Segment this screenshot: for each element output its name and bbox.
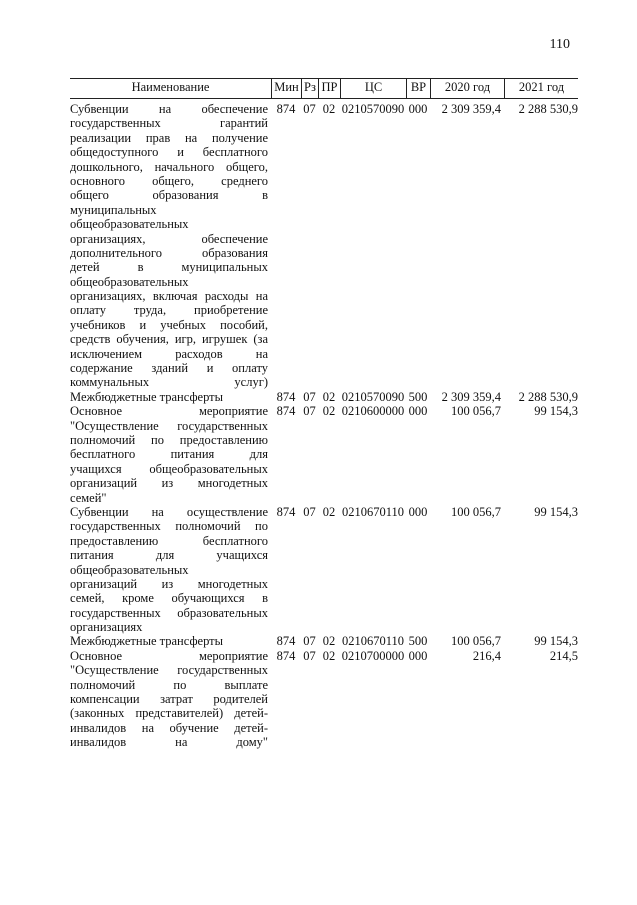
row-name-line: исключением расходов на [70, 346, 268, 361]
row-rz: 07 [303, 389, 316, 404]
row-name-line: полномочий по выплате [70, 677, 268, 692]
row-name-line: "Осуществление государственных [70, 418, 268, 433]
row-vr: 500 [408, 389, 428, 404]
row-name-line: Основное мероприятие [70, 648, 268, 663]
row-name-line: компенсации затрат родителей [70, 692, 268, 707]
table-row [70, 634, 578, 648]
row-year-2021: 214,5 [549, 648, 578, 663]
row-name-line: (законных представителей) детей- [70, 706, 268, 721]
row-name-line: бесплатного питания для [70, 447, 268, 462]
row-min: 874 [276, 102, 296, 116]
row-name-line: государственных гарантий [70, 116, 268, 131]
header-pr: ПР [318, 79, 340, 98]
row-rz: 07 [303, 404, 316, 419]
row-name [70, 649, 268, 750]
row-name-line: средств обучения, игр, игрушек (за [70, 332, 268, 347]
row-name-line: дополнительного образования [70, 245, 268, 260]
table-row [70, 404, 578, 505]
row-name-line: Субвенции на осуществление [70, 504, 268, 519]
row-name-line: инвалидов на дому" [70, 735, 268, 750]
row-rz: 07 [303, 504, 316, 519]
row-name [70, 634, 268, 648]
row-cs: 0210700000 [341, 648, 405, 663]
row-year-2020: 100 056,7 [451, 504, 501, 519]
row-name-line: "Осуществление государственных [70, 663, 268, 678]
row-year-2021: 99 154,3 [534, 504, 578, 519]
row-name-line: реализации прав на получение [70, 130, 268, 145]
row-year-2020: 100 056,7 [451, 634, 501, 649]
row-year-2020: 2 309 359,4 [441, 389, 501, 404]
row-name-line: семей" [70, 490, 107, 505]
header-vr: ВР [406, 79, 430, 98]
row-name [70, 404, 268, 505]
row-name-line: питания для учащихся [70, 548, 268, 563]
row-name-line: предоставлению бесплатного [70, 533, 268, 548]
header-name: Наименование [131, 80, 210, 94]
row-vr: 500 [408, 634, 428, 649]
row-name-line: муниципальных [70, 202, 157, 217]
row-name-line: Межбюджетные трансферты [70, 389, 224, 404]
row-year-2020: 216,4 [472, 648, 501, 663]
row-name-line: дошкольного, начального общего, [70, 159, 268, 174]
row-vr: 000 [408, 648, 428, 663]
row-name-line: государственных полномочий по [70, 519, 268, 534]
row-pr: 02 [322, 504, 336, 519]
row-pr: 02 [322, 404, 336, 419]
header-min: Мин [271, 79, 301, 98]
row-name-line: коммунальных услуг) [70, 375, 268, 390]
table-row [70, 390, 578, 404]
row-name-line: организаций из многодетных [70, 476, 268, 491]
row-pr: 02 [322, 648, 336, 663]
row-cs: 0210570090 [341, 389, 405, 404]
row-cs: 0210670110 [341, 504, 405, 519]
row-name-line: организациях, включая расходы на [70, 289, 268, 304]
row-name-line: организациях, обеспечение [70, 231, 268, 246]
row-pr: 02 [322, 634, 336, 649]
row-name-line: Основное мероприятие [70, 404, 268, 419]
row-name-line: содержание зданий и оплату [70, 361, 268, 376]
row-cs: 0210670110 [341, 634, 405, 649]
row-cs: 0210600000 [341, 404, 405, 419]
row-year-2021: 2 288 530,9 [518, 389, 578, 404]
row-name-line: детей в муниципальных [70, 260, 268, 275]
row-rz: 07 [303, 102, 316, 116]
row-name-line: оплату труда, приобретение [70, 303, 268, 318]
row-name-line: общедоступного и бесплатного [70, 145, 268, 160]
row-year-2020: 100 056,7 [451, 404, 501, 419]
row-name-line: полномочий по предоставлению [70, 433, 268, 447]
row-name-line: основного общего, среднего [70, 173, 268, 188]
row-year-2021: 99 154,3 [534, 634, 578, 649]
row-min: 874 [276, 634, 296, 649]
row-cs: 0210570090 [341, 102, 405, 116]
row-name-line: общего образования в [70, 188, 268, 203]
table-row [70, 505, 578, 635]
row-name [70, 102, 268, 390]
row-name-line: Субвенции на обеспечение [70, 102, 268, 116]
table-header [70, 78, 578, 99]
row-name-line: учебников и учебных пособий, [70, 317, 268, 332]
row-name-line: семей, кроме обучающихся в [70, 591, 268, 606]
header-year-2021: 2021 год [504, 79, 578, 98]
table-body [70, 102, 578, 750]
row-pr: 02 [322, 102, 336, 116]
row-vr: 000 [408, 102, 428, 116]
row-vr: 000 [408, 404, 428, 419]
row-name [70, 390, 268, 404]
row-name-line: организациях [70, 620, 143, 635]
header-year-2020: 2020 год [430, 79, 504, 98]
row-vr: 000 [408, 504, 428, 519]
row-pr: 02 [322, 389, 336, 404]
row-year-2020: 2 309 359,4 [441, 102, 501, 116]
row-rz: 07 [303, 648, 316, 663]
row-year-2021: 99 154,3 [534, 404, 578, 419]
header-rz: Рз [301, 79, 318, 98]
table-row [70, 649, 578, 750]
row-name-line: общеобразовательных [70, 274, 189, 289]
row-name-line: общеобразовательных [70, 217, 189, 232]
row-name [70, 505, 268, 635]
row-min: 874 [276, 404, 296, 419]
row-name-line: государственных образовательных [70, 605, 268, 620]
row-name-line: инвалидов на обучение детей- [70, 720, 268, 735]
row-rz: 07 [303, 634, 316, 649]
row-name-line: общеобразовательных [70, 562, 189, 577]
row-min: 874 [276, 389, 296, 404]
row-name-line: организаций из многодетных [70, 576, 268, 591]
page-number: 110 [549, 37, 570, 52]
row-min: 874 [276, 504, 296, 519]
table-row [70, 102, 578, 390]
header-cs: ЦС [340, 79, 406, 98]
row-min: 874 [276, 648, 296, 663]
row-name-line: учащихся общеобразовательных [70, 461, 268, 476]
row-name-line: Межбюджетные трансферты [70, 634, 224, 649]
row-year-2021: 2 288 530,9 [518, 102, 578, 116]
